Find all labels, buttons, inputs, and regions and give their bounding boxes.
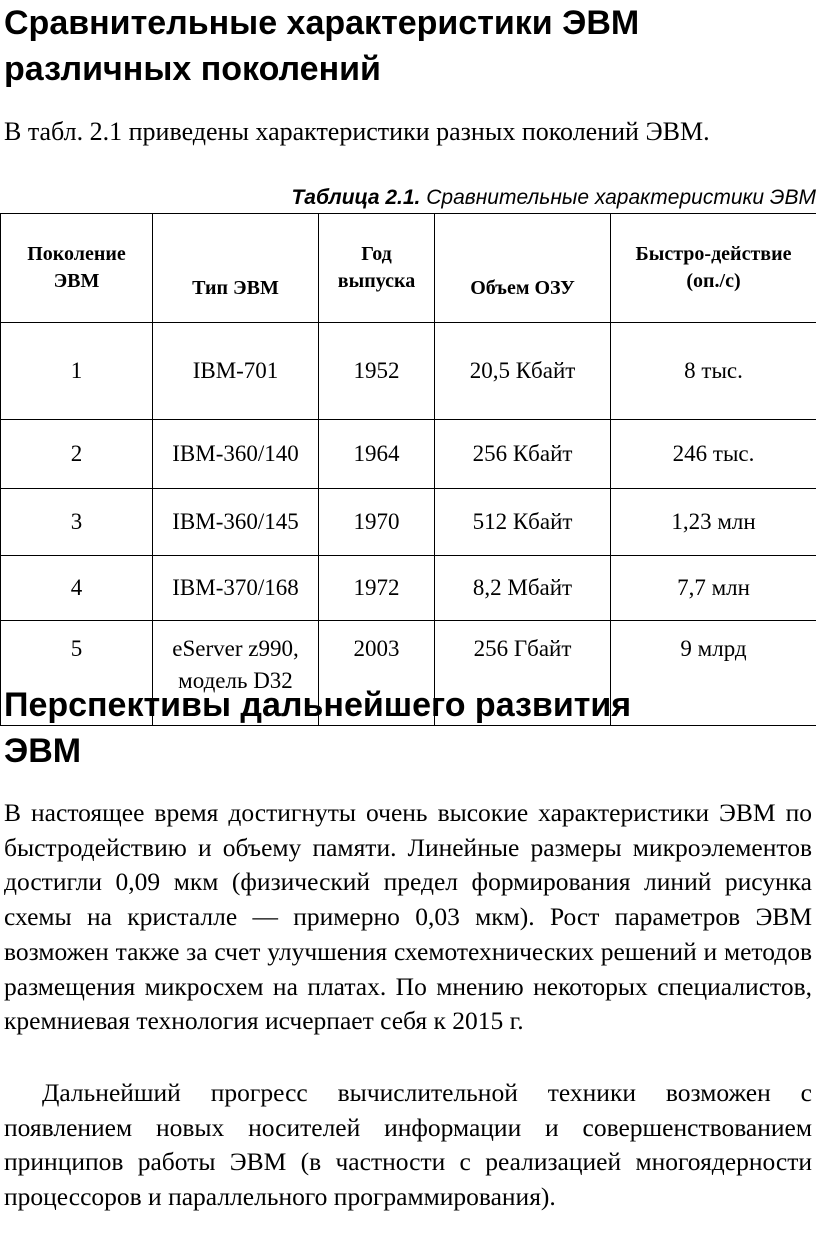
cell-speed: 1,23 млн xyxy=(611,489,816,556)
table-caption-label: Таблица 2.1. xyxy=(291,186,421,209)
cell-ram: 256 Гбайт xyxy=(435,621,611,726)
section-heading-generations: Сравнительные характеристики ЭВМ различных поколений xyxy=(4,4,640,88)
intro-text: В табл. 2.1 приведены характеристики разных поколений ЭВМ. xyxy=(4,117,710,146)
cell-generation: 4 xyxy=(1,556,153,621)
cell-year: 1964 xyxy=(319,420,435,489)
cell-ram: 512 Кбайт xyxy=(435,489,611,556)
table-caption xyxy=(291,183,816,213)
cell-ram: 256 Кбайт xyxy=(435,420,611,489)
table-row xyxy=(1,489,816,556)
header-ram: Объем ОЗУ xyxy=(435,214,611,323)
cell-type: IBM-701 xyxy=(153,323,319,420)
table-row xyxy=(1,420,816,489)
cell-year: 1970 xyxy=(319,489,435,556)
cell-year: 1972 xyxy=(319,556,435,621)
cell-type: IBM-360/140 xyxy=(153,420,319,489)
paragraph-current-state: В настоящее время достигнуты очень высокие характеристики ЭВМ по быстродействию и объему памяти. Линейные размеры микроэлементов достигли 0,09 мкм (физический предел формирования линий рисунка схемы на кристалле — примерно 0,03 мкм). Рост параметров ЭВМ возможен также за счет улучшения схемотехнических решений и методов размещения микросхем на платах. По мнению некоторых специалистов, кремниевая технология исчерпает себя к 2015 г. xyxy=(4,798,812,1036)
cell-speed: 246 тыс. xyxy=(611,420,816,489)
cell-year: 1952 xyxy=(319,323,435,420)
paragraph-future-progress: Дальнейший прогресс вычислительной техники возможен с появлением новых носителей информации и совершенствованием принципов работы ЭВМ (в частности с реализацией многоядерности процессоров и параллельного программирования). xyxy=(4,1078,812,1212)
header-year: Год выпуска xyxy=(319,214,435,323)
header-generation: Поколение ЭВМ xyxy=(1,214,153,323)
cell-generation: 1 xyxy=(1,323,153,420)
cell-speed: 7,7 млн xyxy=(611,556,816,621)
cell-generation: 2 xyxy=(1,420,153,489)
cell-type: IBM-370/168 xyxy=(153,556,319,621)
section-heading-prospects: Перспективы дальнейшего развития ЭВМ xyxy=(4,686,632,770)
cell-generation: 5 xyxy=(1,621,153,726)
table-row xyxy=(1,323,816,420)
table-row xyxy=(1,556,816,621)
cell-type: eServer z990, модель D32 xyxy=(153,621,319,726)
cell-type: IBM-360/145 xyxy=(153,489,319,556)
table-caption-text: Сравнительные характеристики ЭВМ xyxy=(426,186,816,209)
header-speed: Быстро-действие (оп./с) xyxy=(611,214,816,323)
cell-speed: 9 млрд xyxy=(611,621,816,726)
header-type: Тип ЭВМ xyxy=(153,214,319,323)
generations-table xyxy=(0,213,816,726)
cell-ram: 8,2 Мбайт xyxy=(435,556,611,621)
table-header-row xyxy=(1,214,816,323)
cell-generation: 3 xyxy=(1,489,153,556)
cell-ram: 20,5 Кбайт xyxy=(435,323,611,420)
cell-year: 2003 xyxy=(319,621,435,726)
cell-speed: 8 тыс. xyxy=(611,323,816,420)
